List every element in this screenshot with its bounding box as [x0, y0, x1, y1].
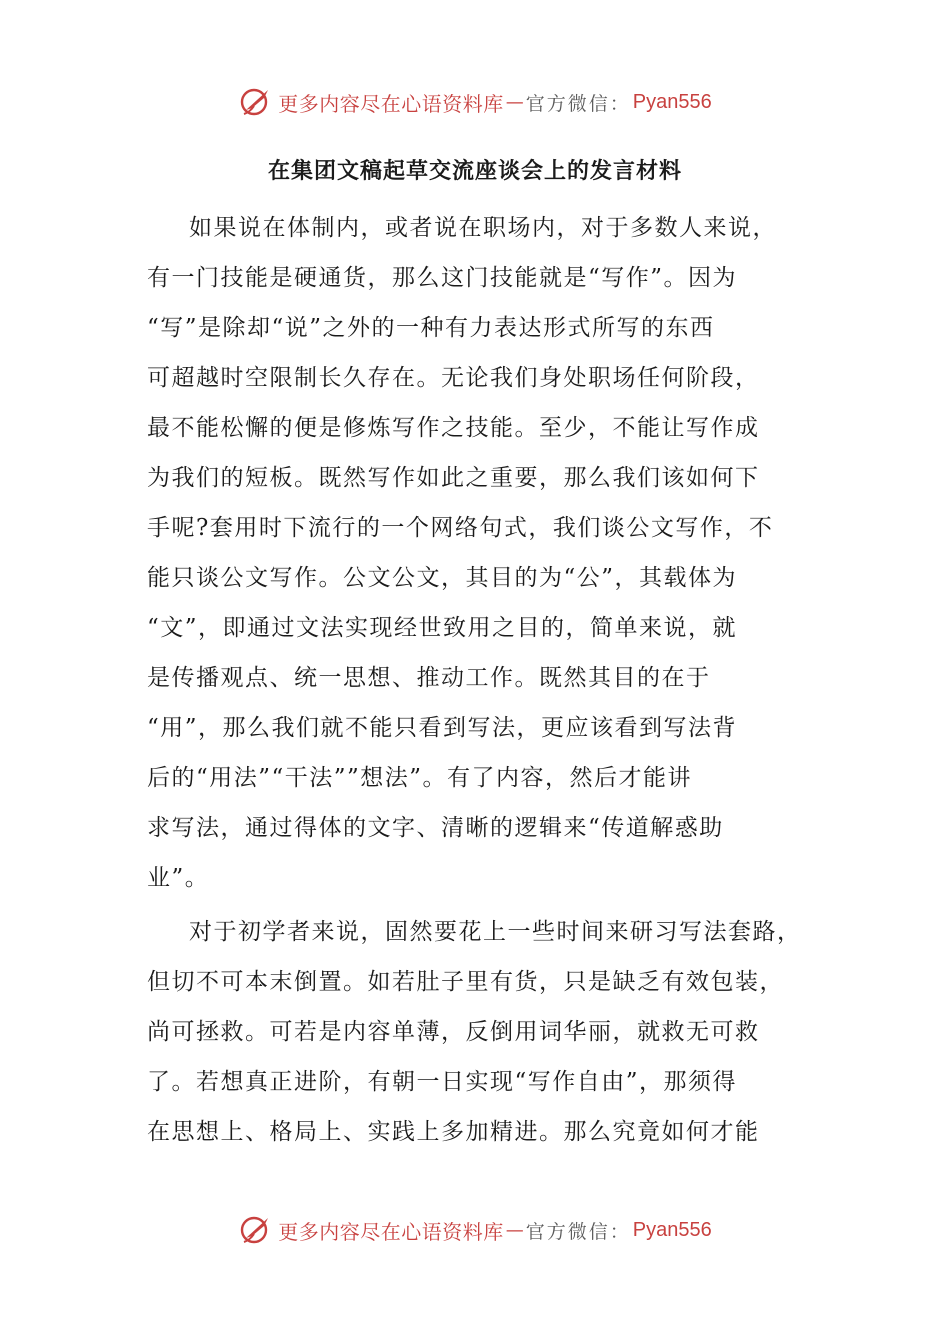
watermark-brand-text: 更多内容尽在心语资料库 [278, 91, 504, 116]
text-line: 如果说在体制内，或者说在职场内，对于多数人来说， [189, 215, 777, 241]
footer-watermark [0, 1208, 950, 1252]
text-line: 有一门技能是硬通货，那么这门技能就是“写作”。因为 [147, 265, 738, 291]
text-line: “用”，那么我们就不能只看到写法，更应该看到写法背 [147, 715, 738, 741]
text-line: 手呢?套用时下流行的一个网络句式，我们谈公文写作，不 [147, 515, 774, 541]
watermark-dash: — [505, 91, 524, 113]
document-title: 在集团文稿起草交流座谈会上的发言材料 [267, 159, 682, 184]
text-line: 能只谈公文写作。公文公文，其目的为“公”，其载体为 [147, 565, 738, 591]
text-line: 对于初学者来说，固然要花上一些时间来研习写法套路， [189, 919, 802, 945]
quill-logo-icon [238, 84, 274, 120]
watermark-wechat-id: Pyan556 [632, 90, 712, 113]
watermark-wechat-label: 官方微信： [525, 92, 631, 115]
text-line: “文”，即通过文法实现经世致用之目的，简单来说，就 [147, 615, 738, 641]
text-line: 在思想上、格局上、实践上多加精进。那么究竟如何才能 [147, 1119, 760, 1145]
document-body [147, 208, 817, 1162]
watermark-dash: — [505, 1219, 524, 1241]
text-line: 尚可拯救。可若是内容单薄，反倒用词华丽，就救无可救 [147, 1019, 760, 1045]
paragraph [147, 912, 817, 1162]
text-line: 后的“用法”“干法””想法”。有了内容，然后才能讲 [147, 765, 693, 791]
text-line: 最不能松懈的便是修炼写作之技能。至少，不能让写作成 [147, 415, 760, 441]
paragraph [147, 208, 817, 908]
text-line: 求写法，通过得体的文字、清晰的逻辑来“传道解惑助 [147, 815, 724, 841]
text-line: 可超越时空限制长久存在。无论我们身处职场任何阶段， [147, 365, 760, 391]
text-line: “写”是除却“说”之外的一种有力表达形式所写的东西 [147, 315, 715, 341]
quill-logo-icon [238, 1212, 274, 1248]
header-watermark [0, 80, 950, 124]
text-line: 业”。 [147, 865, 210, 891]
watermark-brand-text: 更多内容尽在心语资料库 [278, 1219, 504, 1244]
text-line: 为我们的短板。既然写作如此之重要，那么我们该如何下 [147, 465, 760, 491]
text-line: 是传播观点、统一思想、推动工作。既然其目的在于 [147, 665, 711, 691]
watermark-wechat-label: 官方微信： [525, 1220, 631, 1243]
text-line: 但切不可本末倒置。如若肚子里有货，只是缺乏有效包装， [147, 969, 784, 995]
watermark-wechat-id: Pyan556 [632, 1218, 712, 1241]
text-line: 了。若想真正进阶，有朝一日实现“写作自由”，那须得 [147, 1069, 738, 1095]
